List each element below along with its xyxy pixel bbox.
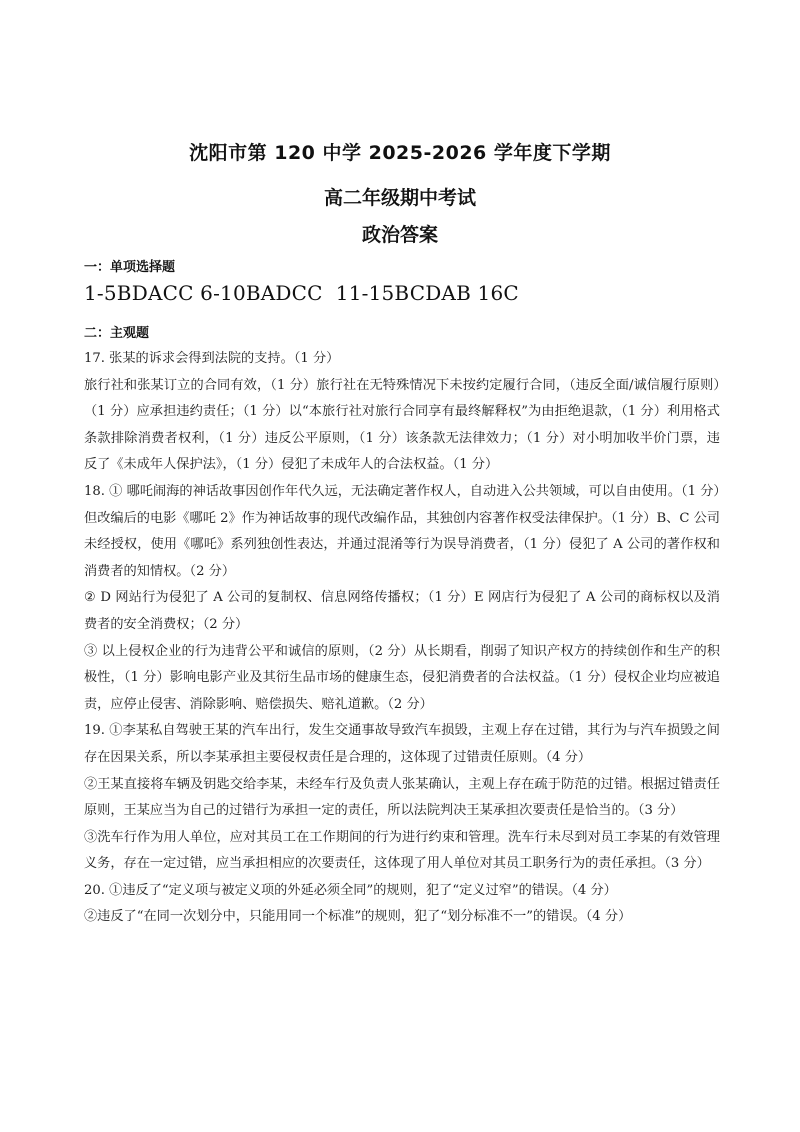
paragraph-q19-part3: ③洗车行作为用人单位，应对其员工在工作期间的行为进行约束和管理。洗车行未尽到对员工李某的有效管理义务，存在一定过错，应当承担相应的次要责任，这体现了用人单位对其员工职务行为的责任承担。（3 分）	[84, 829, 720, 872]
paragraph-q17-detail: 旅行社和张某订立的合同有效，（1 分）旅行社在无特殊情况下未按约定履行合同，（违反全面/诚信履行原则）（1 分）应承担违约责任；（1 分）以“本旅行社对旅行合同享有最终解释权”为由拒绝退款，（1 分）利用格式条款排除消费者权利，（1 分）违反公平原则，（1 分）该条款无法律效力；（1 分）对小明加收半价门票，违反了《未成年人保护法》，（1 分）侵犯了未成年人的合法权益。（1 分）	[84, 377, 720, 473]
subjective-answers-body	[84, 346, 720, 931]
subject-answer-title: 政治答案	[361, 224, 438, 246]
section-heading-subjective: 二：主观题	[84, 326, 150, 341]
paragraph-q18-part1: 18. ① 哪吒闹海的神话故事因创作年代久远，无法确定著作权人，自动进入公共领域，可以自由使用。（1 分）但改编后的电影《哪吒 2》作为神话故事的现代改编作品，其独创内容著作权受法律保护。（1 分）B、C 公司未经授权，使用《哪吒》系列独创性表达，并通过混淆等行为误导消费者，（1 分）侵犯了 A 公司的著作权和消费者的知情权。（2 分）	[84, 483, 720, 579]
school-exam-title: 沈阳市第 120 中学 2025-2026 学年度下学期	[189, 142, 611, 164]
single-choice-answers: 1-5BDACC 6-10BADCC 11-15BCDAB 16C	[84, 281, 519, 305]
paragraph-q19-part2: ②王某直接将车辆及钥匙交给李某，未经车行及负责人张某确认，主观上存在疏于防范的过错。根据过错责任原则，王某应当为自己的过错行为承担一定的责任，所以法院判决王某承担次要责任是恰当的。（3 分）	[84, 776, 720, 819]
paragraph-q19-part1: 19. ①李某私自驾驶王某的汽车出行，发生交通事故导致汽车损毁，主观上存在过错，其行为与汽车损毁之间存在因果关系，所以李某承担主要侵权责任是合理的，这体现了过错责任原则。（4 分）	[84, 723, 720, 765]
paragraph-q17-summary: 17. 张某的诉求会得到法院的支持。（1 分）	[84, 351, 340, 366]
paragraph-q20-part1: 20. ①违反了“定义项与被定义项的外延必须全同”的规则，犯了“定义过窄”的错误。（4 分）	[84, 882, 617, 898]
section-heading-single-choice: 一：单项选择题	[84, 260, 176, 275]
paragraph-q18-part2: ② D 网站行为侵犯了 A 公司的复制权、信息网络传播权；（1 分）E 网店行为侵犯了 A 公司的商标权以及消费者的安全消费权；（2 分）	[84, 590, 720, 632]
paragraph-q20-part2: ②违反了“在同一次划分中，只能用同一个标准”的规则，犯了“划分标准不一”的错误。（4 分）	[84, 909, 632, 925]
paragraph-q18-part3: ③ 以上侵权企业的行为违背公平和诚信的原则，（2 分）从长期看，削弱了知识产权方的持续创作和生产的积极性，（1 分）影响电影产业及其衍生品市场的健康生态，侵犯消费者的合法权益。（1 分）侵权企业均应被追责，应停止侵害、消除影响、赔偿损失、赔礼道歉。（2 分）	[84, 643, 720, 712]
grade-exam-title: 高二年级期中考试	[323, 187, 476, 209]
